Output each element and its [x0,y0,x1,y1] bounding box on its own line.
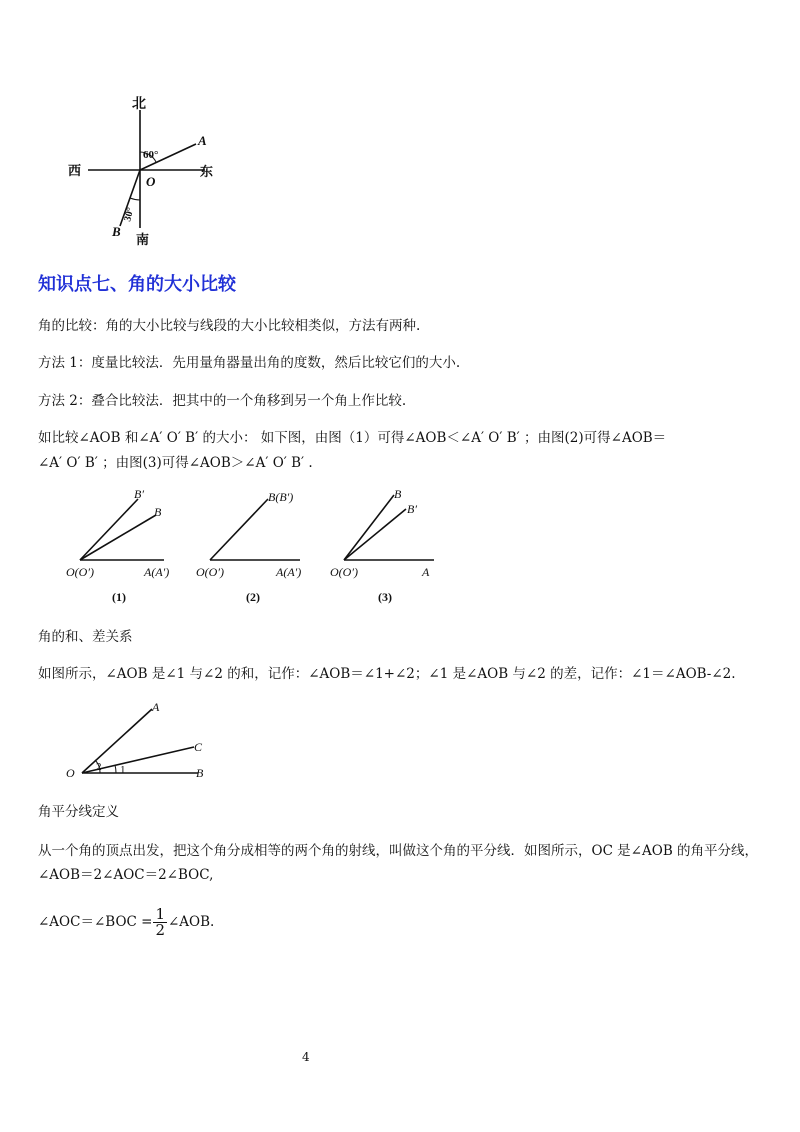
fig3-caption: (3) [378,590,392,604]
fig-a-label: A [152,700,160,714]
fig-angle-2-label: 2 [96,761,102,773]
comparison-figure-3 [330,487,434,604]
bisector-title: 角平分线定义 [38,804,119,820]
fraction-one-half [153,907,167,938]
sum-diff-figure [60,695,220,790]
paragraph-angle-comparison: 角的比较：角的大小比较与线段的大小比较相类似，方法有两种. [38,318,421,334]
paragraph-method-2: 方法 2：叠合比较法．把其中的一个角移到另一个角上作比较. [38,393,407,409]
fig3-b-label: B [394,487,402,501]
page-number: 4 [302,1050,310,1064]
fig-b-label: B [196,766,204,780]
fig2-a-label: A(A′) [276,565,302,579]
compass-figure [60,92,230,252]
fig2-b-label: B(B′) [268,490,294,504]
fig-c-label: C [194,740,203,754]
sum-diff-text: 如图所示，∠AOB 是∠1 与∠2 的和，记作：∠AOB＝∠1+∠2；∠1 是∠AOB 与∠2 的差，记作：∠1＝∠AOB-∠2. [38,666,736,682]
south-label: 南 [136,232,150,247]
fig2-origin-label: O(O′) [196,565,224,579]
fig2-caption: (2) [246,590,260,604]
bisector-formula [38,905,214,939]
paragraph-example-line-2: ∠A′ O′ B′ ；由图(3)可得∠AOB＞∠A′ O′ B′ . [38,455,313,471]
fig1-origin-label: O(O′) [66,565,94,579]
fig1-b-prime-label: B′ [134,487,144,501]
formula-right: ∠AOB. [168,914,215,930]
bisector-definition-line-2: ∠AOB＝2∠AOC＝2∠BOC, [38,867,214,883]
point-b-label: B [112,224,121,239]
fig-angle-1-label: 1 [120,764,126,776]
angle-30-label: 30° [122,206,137,223]
fraction-denominator: 2 [155,921,165,939]
point-a-label: A [198,133,207,148]
comparison-figures [60,485,460,610]
paragraph-example-line-1: 如比较∠AOB 和∠A′ O′ B′ 的大小： 如下图，由图（1）可得∠AOB＜∠A′ O′ B′ ；由图(2)可得∠AOB＝ [38,430,667,446]
fig3-origin-label: O(O′) [330,565,358,579]
fig-o-label: O [66,766,75,780]
fraction-numerator: 1 [155,905,165,923]
fig3-b-prime-label: B′ [407,502,417,516]
fig1-caption: (1) [112,590,126,604]
paragraph-method-1: 方法 1：度量比较法．先用量角器量出角的度数，然后比较它们的大小. [38,355,461,371]
bisector-definition-line-1: 从一个角的顶点出发，把这个角分成相等的两个角的射线，叫做这个角的平分线．如图所示，OC 是∠AOB 的角平分线， [38,843,759,859]
sum-diff-title: 角的和、差关系 [38,629,133,645]
fig1-a-label: A(A′) [144,565,170,579]
north-label: 北 [132,97,146,112]
angle-60-label: 60° [143,149,159,161]
section-heading: 知识点七、角的大小比较 [38,274,236,295]
west-label: 西 [68,163,82,178]
comparison-figure-2 [196,490,301,604]
fig3-a-label: A [422,565,430,579]
comparison-figure-1 [66,487,169,604]
fig1-b-label: B [154,505,162,519]
east-label: 东 [200,164,214,179]
formula-left: ∠AOC＝∠BOC = [38,914,153,930]
origin-label: O [146,174,156,189]
